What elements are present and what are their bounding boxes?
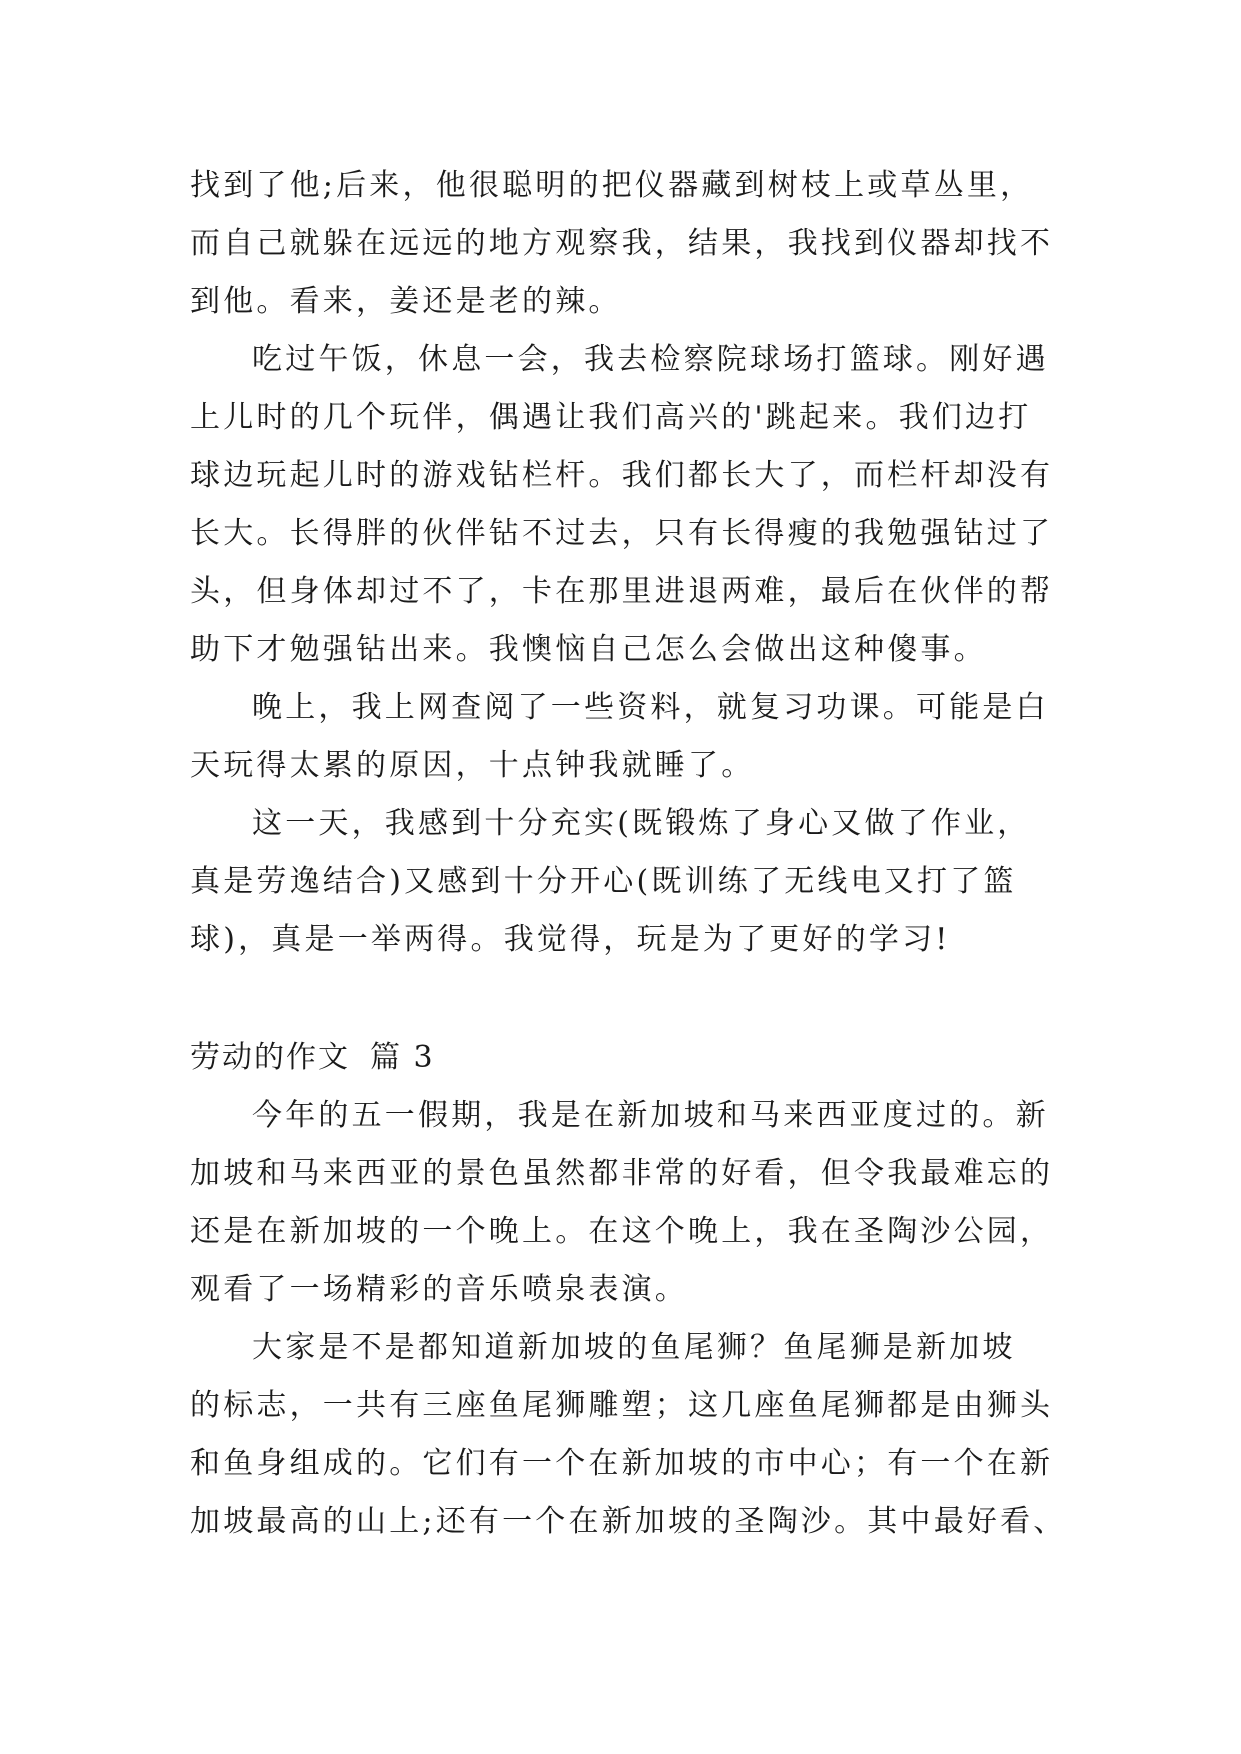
text-line: 助下才勉强钻出来。我懊恼自己怎么会做出这种傻事。 bbox=[190, 632, 987, 667]
text-line: 的标志，一共有三座鱼尾狮雕塑；这几座鱼尾狮都是由狮头 bbox=[190, 1388, 1054, 1423]
text-line: 球)，真是一举两得。我觉得，玩是为了更好的学习! bbox=[190, 922, 951, 957]
text-line: 天玩得太累的原因，十点钟我就睡了。 bbox=[190, 748, 755, 783]
text-line: 而自己就躲在远远的地方观察我，结果，我找到仪器却找不 bbox=[190, 226, 1054, 261]
section-title: 劳动的作文 bbox=[190, 1040, 350, 1075]
text-line: 还是在新加坡的一个晚上。在这个晚上，我在圣陶沙公园， bbox=[190, 1214, 1054, 1249]
text-line: 头，但身体却过不了，卡在那里进退两难，最后在伙伴的帮 bbox=[190, 574, 1054, 609]
text-line: 到他。看来，姜还是老的辣。 bbox=[190, 284, 622, 319]
text-line: 上儿时的几个玩伴，偶遇让我们高兴的'跳起来。我们边打 bbox=[190, 400, 1032, 435]
text-line: 真是劳逸结合)又感到十分开心(既训练了无线电又打了篮 bbox=[190, 864, 1017, 899]
text-line: 加坡和马来西亚的景色虽然都非常的好看，但令我最难忘的 bbox=[190, 1156, 1054, 1191]
text-line: 加坡最高的山上;还有一个在新加坡的圣陶沙。其中最好看、 bbox=[190, 1504, 1067, 1539]
text-line: 球边玩起儿时的游戏钻栏杆。我们都长大了，而栏杆却没有 bbox=[190, 458, 1054, 493]
text-line: 这一天，我感到十分充实(既锻炼了身心又做了作业， bbox=[252, 806, 1031, 841]
text-line: 大家是不是都知道新加坡的鱼尾狮？鱼尾狮是新加坡 bbox=[252, 1330, 1016, 1365]
text-line: 和鱼身组成的。它们有一个在新加坡的市中心；有一个在新 bbox=[190, 1446, 1054, 1481]
text-line: 今年的五一假期，我是在新加坡和马来西亚度过的。新 bbox=[252, 1098, 1049, 1133]
section-number: 篇 3 bbox=[370, 1040, 435, 1075]
text-line: 晚上，我上网查阅了一些资料，就复习功课。可能是白 bbox=[252, 690, 1049, 725]
section-heading bbox=[190, 1036, 435, 1080]
text-line: 吃过午饭，休息一会，我去检察院球场打篮球。刚好遇 bbox=[252, 342, 1049, 377]
text-line: 长大。长得胖的伙伴钻不过去，只有长得瘦的我勉强钻过了 bbox=[190, 516, 1054, 551]
text-line: 观看了一场精彩的音乐喷泉表演。 bbox=[190, 1272, 688, 1307]
text-line: 找到了他;后来，他很聪明的把仪器藏到树枝上或草丛里， bbox=[190, 168, 1034, 203]
